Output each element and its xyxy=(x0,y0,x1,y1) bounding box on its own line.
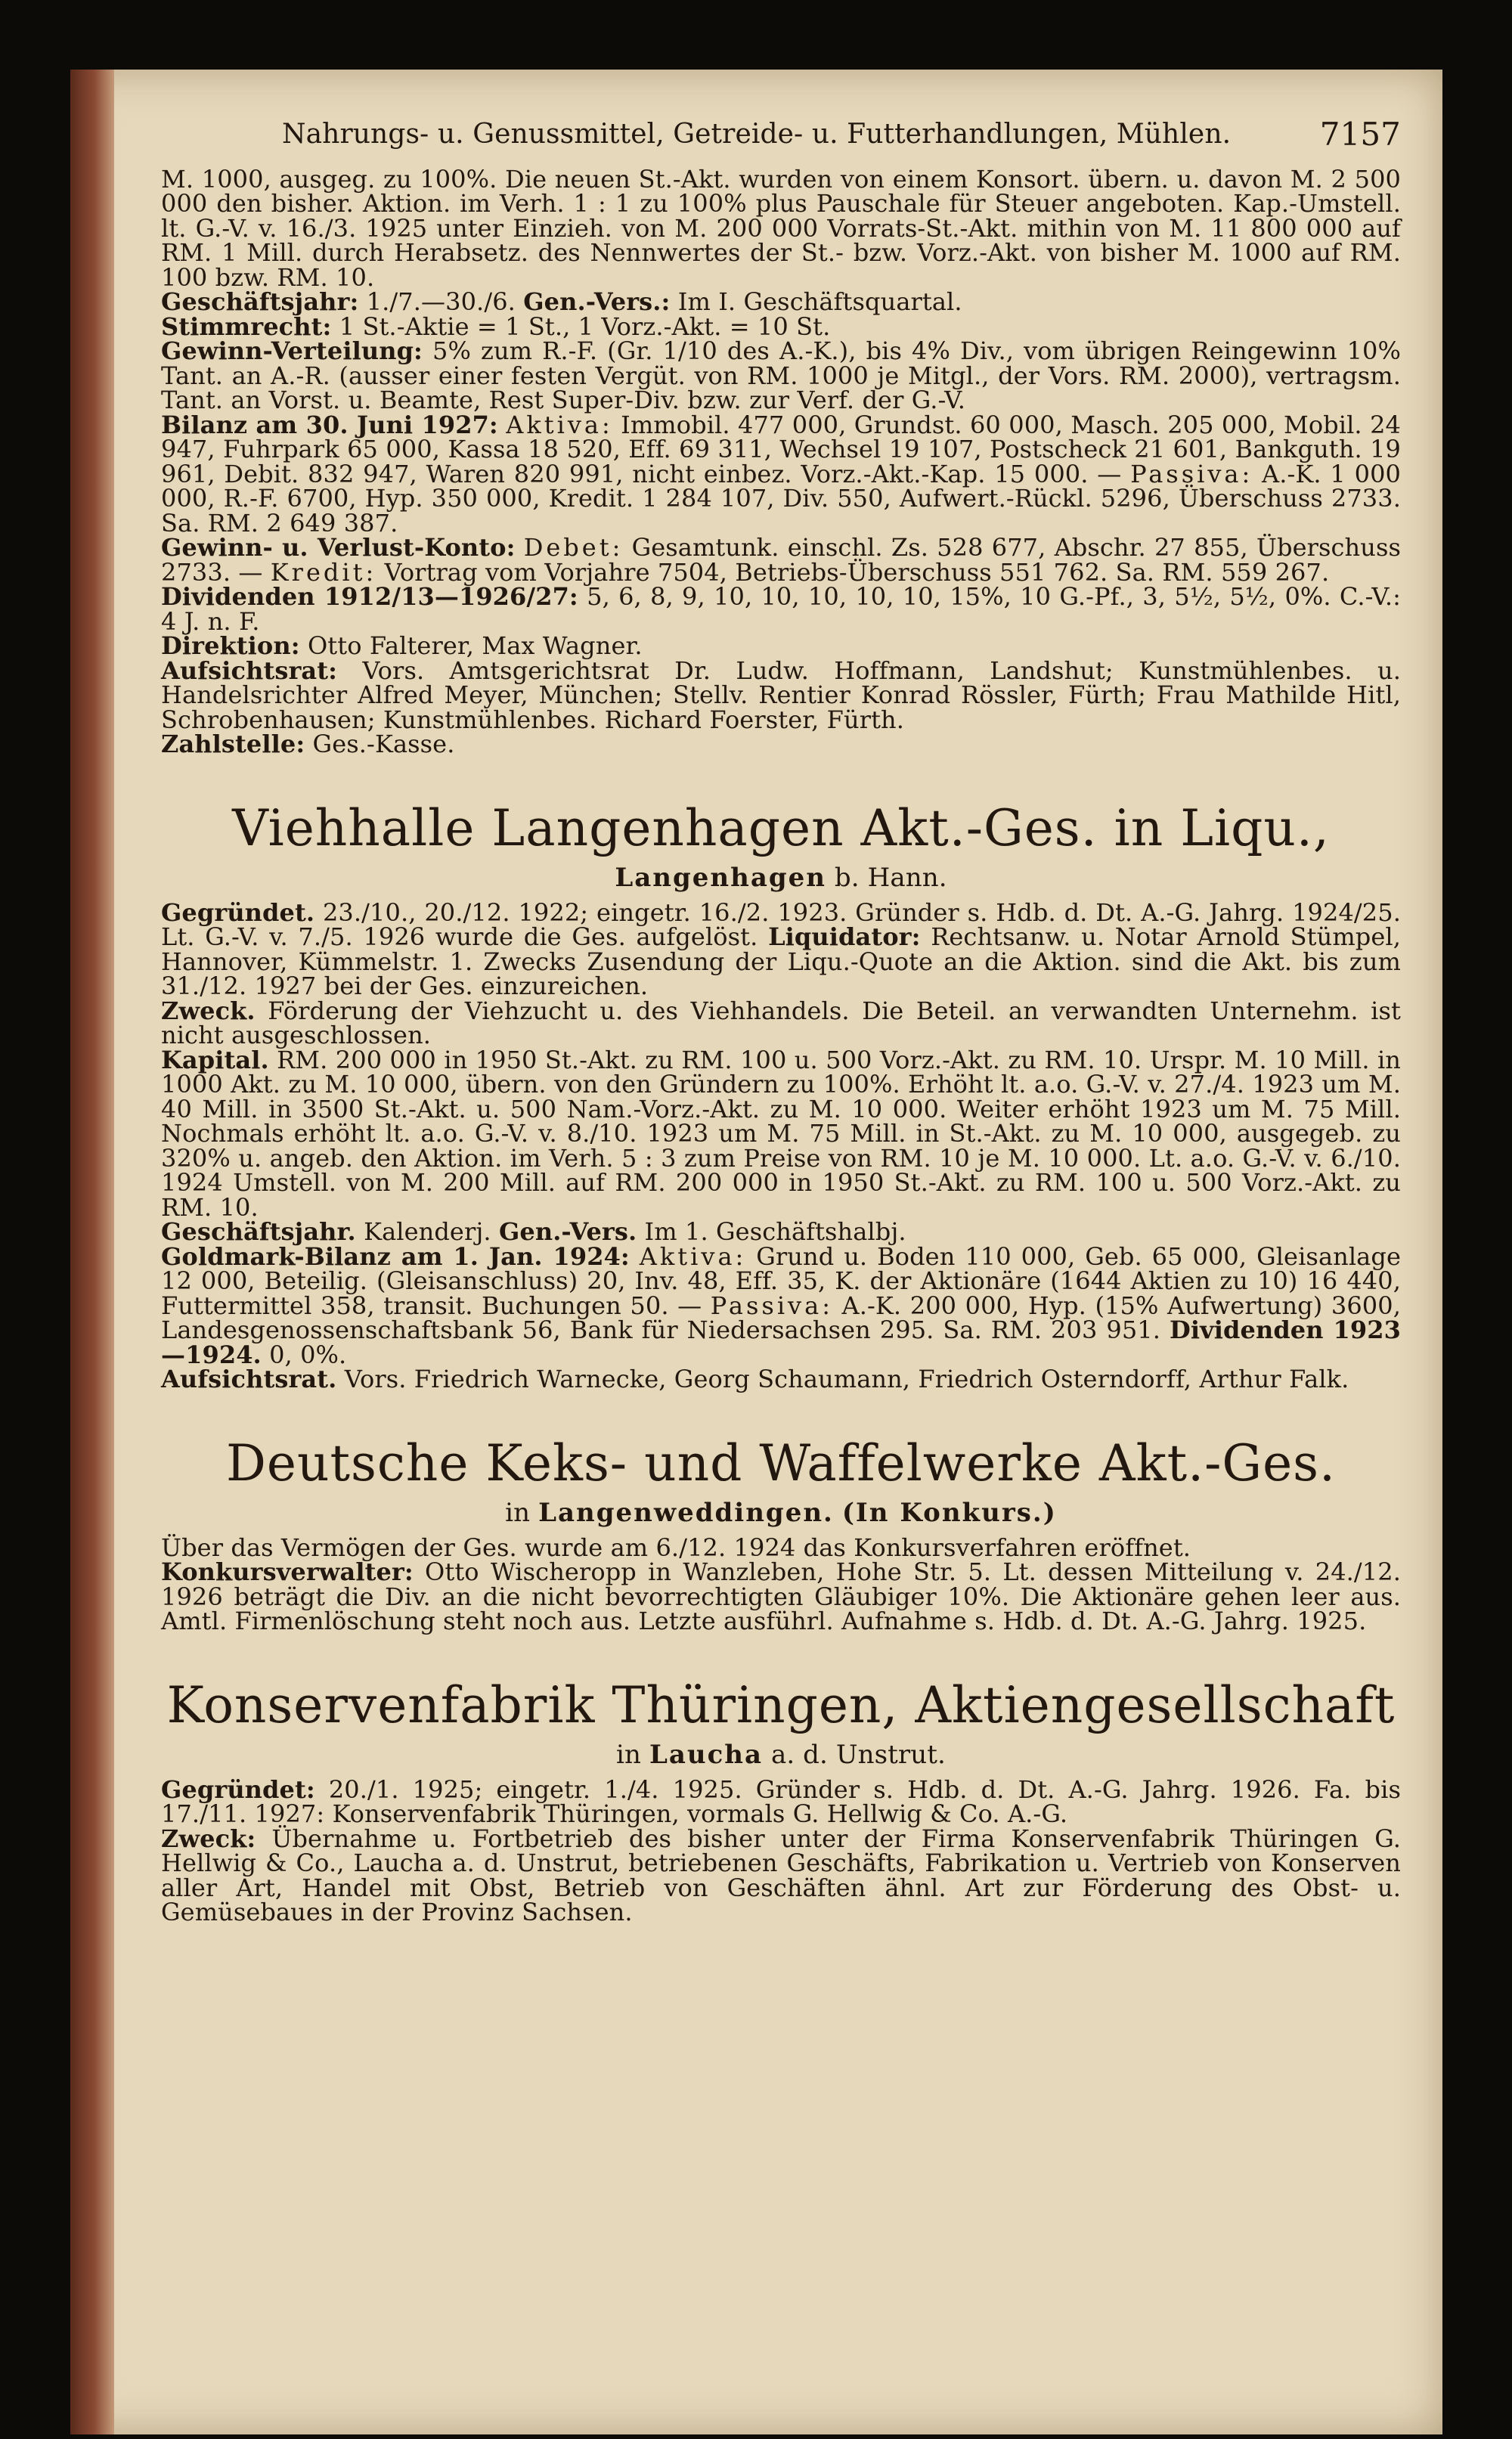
running-head xyxy=(282,116,1401,153)
gen-vers-label: Gen.-Vers. xyxy=(498,1217,637,1246)
location-suffix: a. d. Unstrut. xyxy=(770,1739,946,1770)
aktiva-text: Grund u. Boden 110 000, Geb. 65 000, Gleisanlage 12 000, Beteilig. (Gleisanschluss) 20, Inv. 48, Eff. 35, K. der Aktionäre (1644 Aktien zu 10) 16 440, Futtermittel 358, transit. Buchungen 50. — xyxy=(161,1241,1401,1320)
geschaeftsjahr-label: Geschäftsjahr: xyxy=(161,287,359,316)
zweck-label: Zweck: xyxy=(161,1824,256,1853)
stimmrecht-text: 1 St.-Aktie = 1 St., 1 Vorz.-Akt. = 10 St. xyxy=(339,311,831,341)
geschaeftsjahr-text: 1./7.—30./6. xyxy=(366,287,516,316)
location-name: Langenhagen xyxy=(615,862,826,893)
zahlstelle xyxy=(161,732,1401,757)
passiva-text: A.-K. 200 000, Hyp. (15% Aufwertung) 3600, Landesgenossenschaftsbank 56, Bank für Niedersachsen 295. Sa. RM. 203 951. xyxy=(161,1291,1401,1344)
page-number: 7157 xyxy=(1319,116,1401,153)
location-name: Laucha xyxy=(649,1739,764,1770)
kredit-text: Vortrag vom Vorjahre 7504, Betriebs-Überschuss 551 762. Sa. RM. 559 267. xyxy=(384,557,1330,587)
entry-viehhalle xyxy=(161,799,1401,1392)
konkurs-text: Über das Vermögen der Ges. wurde am 6./12. 1924 das Konkursverfahren eröffnet. xyxy=(161,1533,1191,1562)
company-title: Deutsche Keks- und Waffelwerke Akt.-Ges. xyxy=(225,1433,1337,1492)
konkursverwalter xyxy=(161,1557,1401,1635)
location-suffix: b. Hann. xyxy=(834,862,947,893)
zweck-label: Zweck. xyxy=(161,996,256,1025)
debet-label: Debet: xyxy=(523,533,624,562)
aktiva-label: Aktiva: xyxy=(639,1241,747,1271)
dividenden-label: Dividenden 1923—1924. xyxy=(161,1316,1401,1369)
gewinn-verteilung xyxy=(161,336,1401,414)
gegruendet xyxy=(161,1774,1401,1828)
gegruendet xyxy=(161,897,1402,1000)
direktion xyxy=(161,631,1401,660)
scanned-page xyxy=(70,70,1442,2434)
running-head-title: Nahrungs- u. Genussmittel, Getreide- u. Futterhandlungen, Mühlen. xyxy=(282,119,1232,150)
aufsichtsrat-text: Vors. Amtsgerichtsrat Dr. Ludw. Hoffmann, Landshut; Kunstmühlenbes. u. Handelsrichter Alfred Meyer, München; Stellv. Rentier Konrad Rössler, Fürth; Frau Mathilde Hitl, Schrobenhausen; Kunstmühlenbes. Richard Foerster, Fürth. xyxy=(161,655,1401,734)
aufsichtsrat-label: Aufsichtsrat. xyxy=(161,1365,337,1393)
entry-continued xyxy=(161,164,1402,758)
passiva-label: Passiva: xyxy=(1130,459,1253,488)
company-location xyxy=(161,1498,1401,1528)
company-title: Viehhalle Langenhagen Akt.-Ges. in Liqu., xyxy=(232,798,1330,857)
bilanz xyxy=(161,410,1401,538)
aufsichtsrat-text: Vors. Friedrich Warnecke, Georg Schaumann, Friedrich Osterndorff, Arthur Falk. xyxy=(344,1365,1349,1393)
aktiva-label: Aktiva: xyxy=(506,410,613,439)
debet-text: Gesamtunk. einschl. Zs. 528 677, Abschr. 27 855, Überschuss 2733. — xyxy=(161,533,1402,587)
gen-vers-label: Gen.-Vers.: xyxy=(523,287,671,316)
zahlstelle-label: Zahlstelle: xyxy=(161,730,305,758)
page-content xyxy=(161,116,1402,1926)
entry-konservenfabrik xyxy=(161,1676,1401,1925)
dividenden-label: Dividenden 1912/13—1926/27: xyxy=(161,582,578,611)
passiva-label: Passiva: xyxy=(710,1291,833,1320)
goldmark-bilanz xyxy=(161,1241,1401,1369)
aufsichtsrat xyxy=(161,655,1401,734)
direktion-text: Otto Falterer, Max Wagner. xyxy=(307,631,643,660)
kapital-continuation: M. 1000, ausgeg. zu 100%. Die neuen St.-Akt. wurden von einem Konsort. übern. u. davon M. 2 500 000 den bisher. Aktion. im Verh. 1 : 1 zu 100% plus Pauschale für Steuer angeboten. Kap.-Umstell. lt. G.-V. v. 16./3. 1925 unter Einzieh. von M. 200 000 Vorrats-St.-Akt. mithin von M. 11 800 000 auf RM. 1 Mill. durch Herabsetz. des Nennwertes der St.- bzw. Vorz.-Akt. von bisher M. 1000 auf RM. 100 bzw. RM. 10. xyxy=(161,164,1401,292)
gegruendet-label: Gegründet: xyxy=(161,1774,315,1804)
aufsichtsrat xyxy=(161,1367,1401,1392)
dividenden-text: 5, 6, 8, 9, 10, 10, 10, 10, 10, 15%, 10 G.-Pf., 3, 5½, 5½, 0%. C.-V.: 4 J. n. F. xyxy=(161,582,1401,636)
passiva-text: A.-K. 1 000 000, R.-F. 6700, Hyp. 350 000, Kredit. 1 284 107, Div. 550, Aufwert.-Rückl. 5296, Überschuss 2733. Sa. RM. 2 649 387. xyxy=(161,459,1401,538)
company-location xyxy=(161,1740,1401,1770)
location-prefix: in xyxy=(616,1739,642,1770)
gen-vers-text: Im 1. Geschäftshalbj. xyxy=(644,1217,906,1246)
kapital-text: RM. 200 000 in 1950 St.-Akt. zu RM. 100 u. 500 Vorz.-Akt. zu RM. 10. Urspr. M. 10 Mill. in 1000 Akt. zu M. 10 000, übern. von den Gründern zu 100%. Erhöht lt. a.o. G.-V. v. 27./4. 1923 um M. 40 Mill. in 3500 St.-Akt. u. 500 Nam.-Vorz.-Akt. zu M. 10 000. Weiter erhöht 1923 um M. 75 Mill. Nochmals erhöht lt. a.o. G.-V. v. 8./10. 1923 um M. 75 Mill. in St.-Akt. zu M. 10 000, ausgegeb. zu 320% u. angeb. den Aktion. im Verh. 5 : 3 zum Preise von RM. 10 je M. 10 000. Lt. a.o. G.-V. v. 6./10. 1924 Umstell. von M. 200 Mill. auf RM. 200 000 in 1950 St.-Akt. zu RM. 100 u. 500 Vorz.-Akt. zu RM. 10. xyxy=(161,1045,1402,1222)
gewinn-verteilung-label: Gewinn-Verteilung: xyxy=(161,336,423,365)
kapital-label: Kapital. xyxy=(161,1045,269,1074)
konkursverwalter-label: Konkursverwalter: xyxy=(161,1557,414,1586)
gegruendet-text: 20./1. 1925; eingetr. 1./4. 1925. Gründer s. Hdb. d. Dt. A.-G. Jahrg. 1926. Fa. bis 17./11. 1927: Konservenfabrik Thüringen, vormals G. Hellwig & Co. A.-G. xyxy=(161,1774,1401,1828)
dividenden xyxy=(161,584,1401,634)
gen-vers-text: Im I. Geschäftsquartal. xyxy=(677,287,962,316)
company-status: (In Konkurs.) xyxy=(841,1497,1057,1528)
konkursverwalter-text: Otto Wischeropp in Wanzleben, Hohe Str. 5. Lt. dessen Mitteilung v. 24./12. 1926 beträgt die Div. an die nicht bevorrechtigten Gläubiger 10%. Die Aktionäre gehen leer aus. Amtl. Firmenlöschung steht noch aus. Letzte ausführl. Aufnahme s. Hdb. d. Dt. A.-G. Jahrg. 1925. xyxy=(161,1557,1401,1635)
aufsichtsrat-label: Aufsichtsrat: xyxy=(161,655,338,685)
guv-konto xyxy=(161,533,1402,587)
entry-keks-waffelwerke xyxy=(161,1434,1401,1634)
geschaeftsjahr xyxy=(161,1217,1401,1246)
goldmark-bilanz-label: Goldmark-Bilanz am 1. Jan. 1924: xyxy=(161,1241,630,1271)
liquidator-text: Rechtsanw. u. Notar Arnold Stümpel, Hannover, Kümmelstr. 1. Zwecks Zusendung der Liqu.-Quote an die Aktion. sind die Akt. bis zum 31./12. 1927 bei der Ges. einzureichen. xyxy=(161,922,1402,1000)
aktiva-text: Immobil. 477 000, Grundst. 60 000, Masch. 205 000, Mobil. 24 947, Fuhrpark 65 000, Kassa 18 520, Eff. 69 311, Wechsel 19 107, Postscheck 21 601, Bankguth. 19 961, Debit. 832 947, Waren 820 991, nicht einbez. Vorz.-Akt.-Kap. 15 000. — xyxy=(161,410,1401,488)
book-spine-edge xyxy=(70,70,114,2434)
stimmrecht xyxy=(161,311,1401,341)
kapital xyxy=(161,1045,1402,1222)
kredit-label: Kredit: xyxy=(270,557,377,587)
location-name: Langenweddingen. xyxy=(538,1497,834,1528)
zweck-text: Förderung der Viehzucht u. des Viehhandels. Die Beteil. an verwandten Unternehm. ist nicht ausgeschlossen. xyxy=(161,996,1401,1049)
stimmrecht-label: Stimmrecht: xyxy=(161,311,332,341)
bilanz-label: Bilanz am 30. Juni 1927: xyxy=(161,410,498,439)
location-prefix: in xyxy=(505,1497,531,1528)
gegruendet-label: Gegründet. xyxy=(161,897,315,927)
gewinn-verteilung-text: 5% zum R.-F. (Gr. 1/10 des A.-K.), bis 4% Div., vom übrigen Reingewinn 10% Tant. an A.-R. (ausser einer festen Vergüt. von RM. 1000 je Mitgl., der Vors. RM. 2000), vertragsm. Tant. an Vorst. u. Beamte, Rest Super-Div. bzw. zur Verf. der G.-V. xyxy=(161,336,1401,414)
geschaeftsjahr-label: Geschäftsjahr. xyxy=(161,1217,356,1246)
gegruendet-text: 23./10., 20./12. 1922; eingetr. 16./2. 1923. Gründer s. Hdb. d. Dt. A.-G. Jahrg. 1924/25. Lt. G.-V. v. 7./5. 1926 wurde die Ges. aufgelöst. xyxy=(161,897,1401,951)
geschaeftsjahr xyxy=(161,287,1401,316)
direktion-label: Direktion: xyxy=(161,631,300,660)
company-title: Konservenfabrik Thüringen, Aktiengesellschaft xyxy=(166,1675,1396,1734)
dividenden-text: 0, 0%. xyxy=(269,1340,347,1369)
zahlstelle-text: Ges.-Kasse. xyxy=(312,730,455,758)
zweck xyxy=(161,1824,1401,1926)
company-location xyxy=(161,863,1401,893)
liquidator-label: Liquidator: xyxy=(768,922,921,951)
geschaeftsjahr-text: Kalenderj. xyxy=(364,1217,491,1246)
zweck xyxy=(161,996,1401,1049)
guv-label: Gewinn- u. Verlust-Konto: xyxy=(161,533,516,562)
zweck-text: Übernahme u. Fortbetrieb des bisher unter der Firma Konservenfabrik Thüringen G. Hellwig & Co., Laucha a. d. Unstrut, betriebenen Geschäfts, Fabrikation u. Vertrieb von Konserven aller Art, Handel mit Obst, Betrieb von Geschäften ähnl. Art zur Förderung des Obst- u. Gemüsebaues in der Provinz Sachsen. xyxy=(161,1824,1401,1926)
